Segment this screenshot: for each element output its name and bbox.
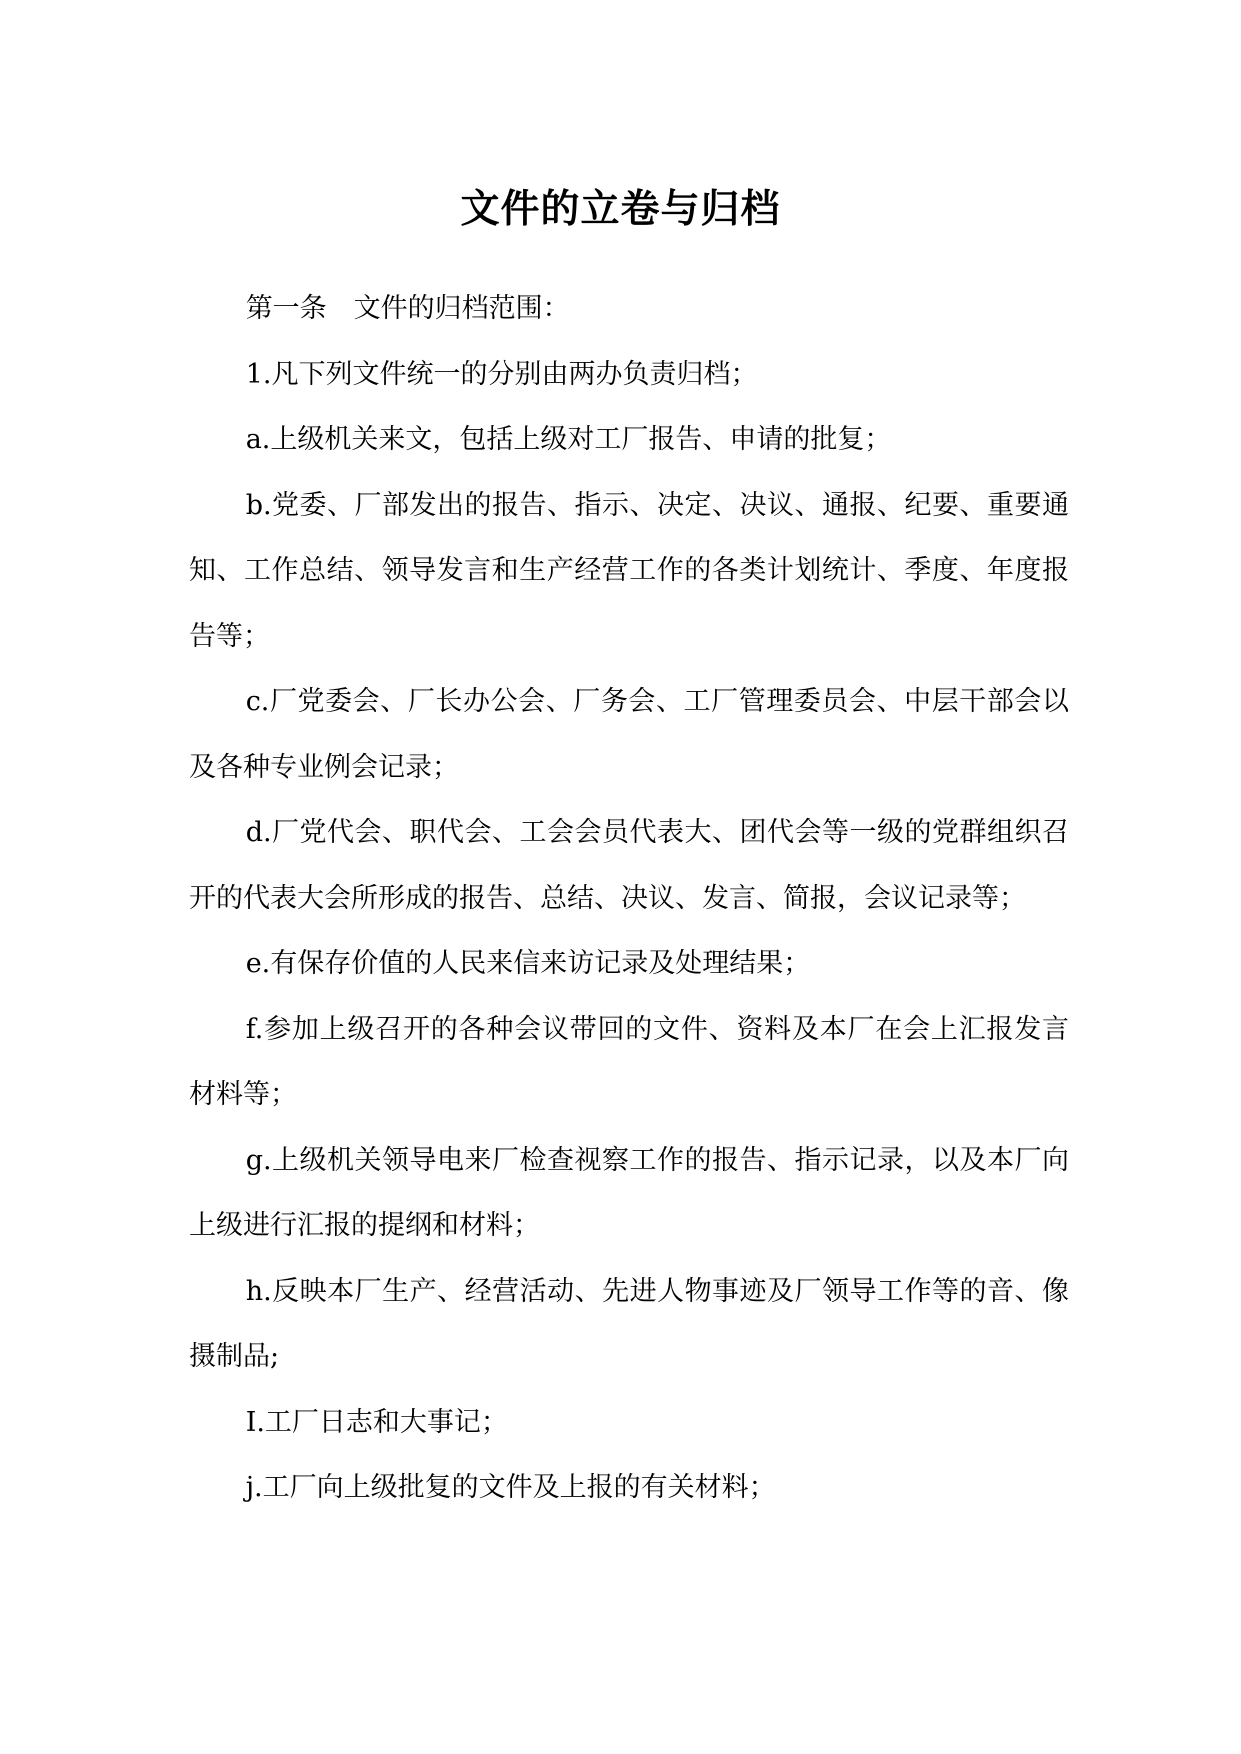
paragraph-item: g.上级机关领导电来厂检查视察工作的报告、指示记录，以及本厂向上级进行汇报的提纲和材料； <box>189 1144 1069 1241</box>
document-body <box>189 276 1069 1521</box>
paragraph-item: b.党委、厂部发出的报告、指示、决定、决议、通报、纪要、重要通知、工作总结、领导发言和生产经营工作的各类计划统计、季度、年度报告等； <box>189 489 1069 652</box>
paragraph-item: a.上级机关来文，包括上级对工厂报告、申请的批复； <box>245 424 892 455</box>
paragraph-item: f.参加上级召开的各种会议带回的文件、资料及本厂在会上汇报发言材料等； <box>189 1013 1069 1110</box>
article-heading: 第一条 文件的归档范围： <box>245 293 570 324</box>
paragraph-item: c.厂党委会、厂长办公会、厂务会、工厂管理委员会、中层干部会以及各种专业例会记录； <box>189 686 1069 783</box>
paragraph-item: h.反映本厂生产、经营活动、先进人物事迹及厂领导工作等的音、像摄制品; <box>189 1275 1069 1372</box>
paragraph-item: e.有保存价值的人民来信来访记录及处理结果； <box>245 948 811 979</box>
paragraph-item: 1.凡下列文件统一的分别由两办负责归档； <box>245 358 758 390</box>
paragraph-item: d.厂党代会、职代会、工会会员代表大、团代会等一级的党群组织召开的代表大会所形成的报告、总结、决议、发言、简报，会议记录等； <box>189 817 1069 914</box>
paragraph-item: j.工厂向上级批复的文件及上报的有关材料； <box>245 1472 776 1503</box>
document-title: 文件的立卷与归档 <box>460 187 781 232</box>
paragraph-item: I.工厂日志和大事记； <box>245 1406 508 1438</box>
